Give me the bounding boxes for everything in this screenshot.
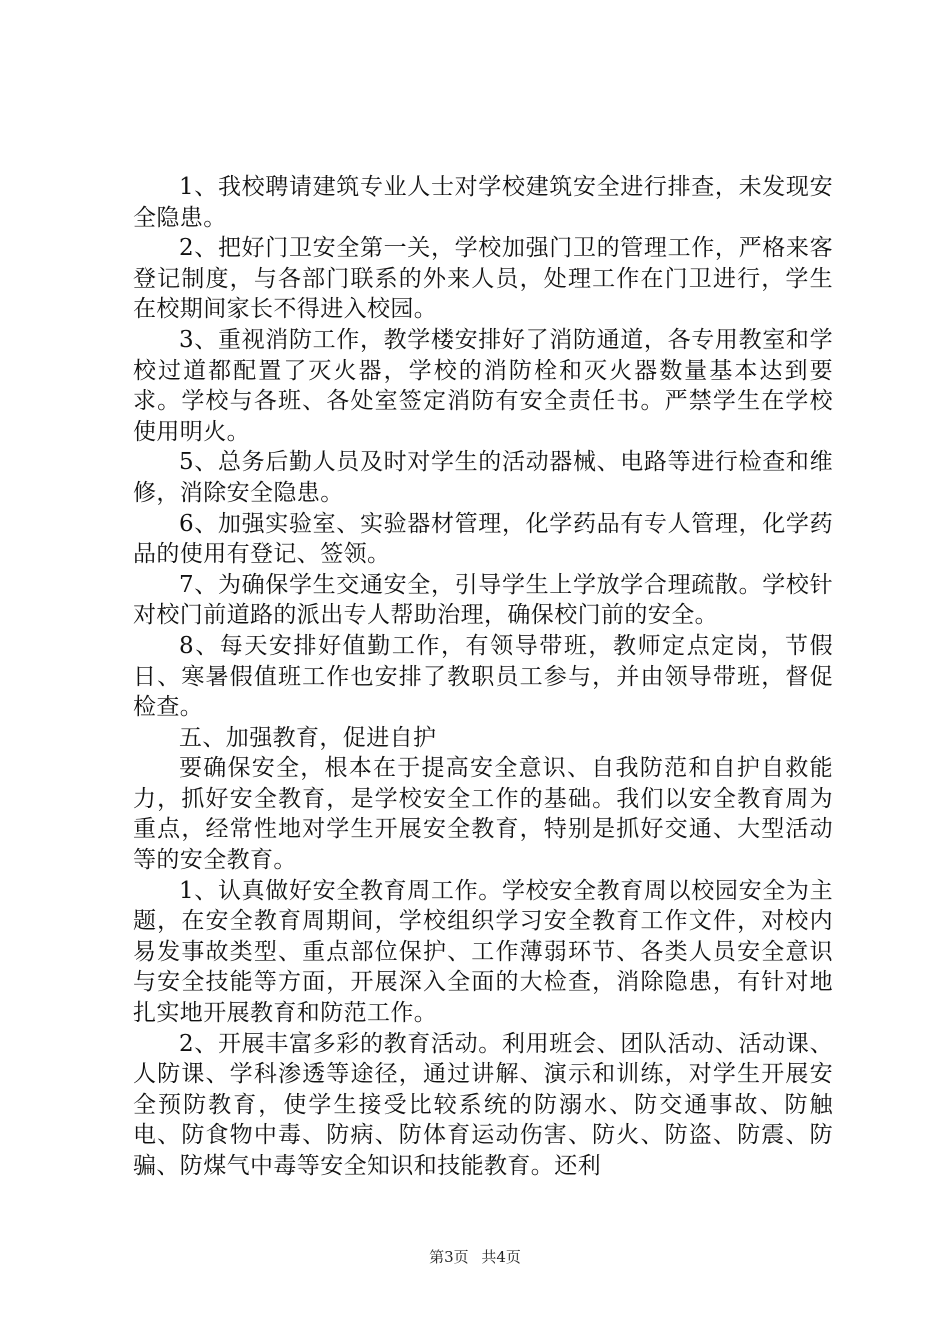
- page-footer: [0, 1246, 950, 1267]
- page-number: 第3页: [429, 1248, 469, 1266]
- section-heading: 五、加强教育，促进自护: [179, 724, 437, 751]
- paragraph-3: 3、重视消防工作，教学楼安排好了消防通道，各专用教室和学校过道都配置了灭火器，学校的消防栓和灭火器数量基本达到要求。学校与各班、各处室签定消防有安全责任书。严禁学生在学校使用明火。: [133, 326, 833, 445]
- paragraph-5: 6、加强实验室、实验器材管理，化学药品有专人管理，化学药品的使用有登记、签领。: [133, 510, 833, 568]
- paragraph-4: 5、总务后勤人员及时对学生的活动器械、电路等进行检查和维修，消除安全隐患。: [133, 449, 833, 506]
- page-total: 共4页: [481, 1248, 521, 1266]
- paragraph-8: 要确保安全，根本在于提高安全意识、自我防范和自护自救能力，抓好安全教育，是学校安全工作的基础。我们以安全教育周为重点，经常性地对学生开展安全教育，特别是抓好交通、大型活动等的安全教育。: [133, 755, 833, 874]
- document-body: [133, 172, 833, 1182]
- paragraph-6: 7、为确保学生交通安全，引导学生上学放学合理疏散。学校针对校门前道路的派出专人帮助治理，确保校门前的安全。: [133, 571, 833, 629]
- paragraph-10: 2、开展丰富多彩的教育活动。利用班会、团队活动、活动课、人防课、学科渗透等途径，通过讲解、演示和训练，对学生开展安全预防教育，使学生接受比较系统的防溺水、防交通事故、防触电、防食物中毒、防病、防体育运动伤害、防火、防盗、防震、防骗、防煤气中毒等安全知识和技能教育。还利: [133, 1030, 833, 1179]
- paragraph-2: 2、把好门卫安全第一关，学校加强门卫的管理工作，严格来客登记制度，与各部门联系的外来人员，处理工作在门卫进行，学生在校期间家长不得进入校园。: [133, 235, 833, 323]
- paragraph-7: 8、每天安排好值勤工作，有领导带班，教师定点定岗，节假日、寒暑假值班工作也安排了教职员工参与，并由领导带班，督促检查。: [133, 632, 833, 721]
- paragraph-1: 1、我校聘请建筑专业人士对学校建筑安全进行排查，未发现安全隐患。: [133, 174, 833, 231]
- paragraph-9: 1、认真做好安全教育周工作。学校安全教育周以校园安全为主题，在安全教育周期间，学校组织学习安全教育工作文件，对校内易发事故类型、重点部位保护、工作薄弱环节、各类人员安全意识与安全技能等方面，开展深入全面的大检查，消除隐患，有针对地扎实地开展教育和防范工作。: [133, 877, 833, 1027]
